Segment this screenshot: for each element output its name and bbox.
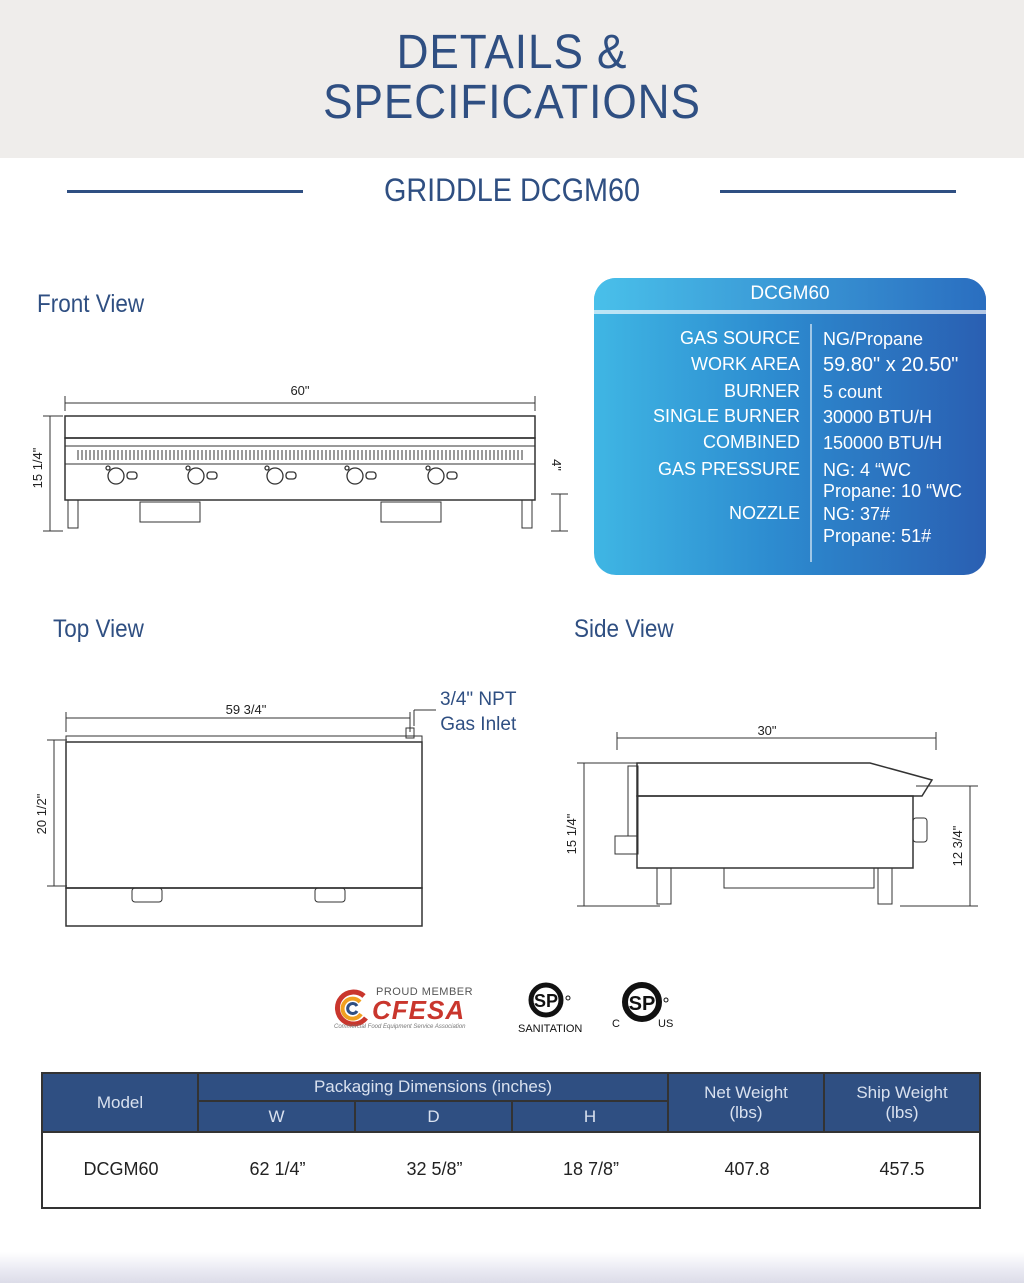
csa-sanitation-label: SANITATION	[518, 1023, 583, 1035]
gas-inlet-text: Gas Inlet	[440, 714, 517, 735]
table-header-model	[43, 1074, 199, 1131]
spec-key: GAS PRESSURE	[657, 459, 800, 479]
csa-sanitation-logo	[516, 980, 586, 1040]
table-cell-d: 32 5/8”	[406, 1159, 463, 1179]
top-depth-dim: 20 1/2"	[34, 793, 49, 835]
cfesa-name: CFESA	[372, 995, 466, 1025]
front-height-dim: 15 1/4"	[30, 447, 45, 489]
side-view-drawing	[560, 718, 990, 918]
spec-value: NG: 4 “WC	[823, 460, 911, 480]
subtitle-rule-right	[720, 190, 956, 193]
product-subtitle: GRIDDLE DCGM60	[383, 172, 641, 208]
front-view-drawing	[28, 376, 576, 546]
table-header-d	[356, 1102, 513, 1131]
spec-key: GAS SOURCE	[679, 328, 800, 348]
spec-card	[594, 278, 986, 575]
table-header-ship-weight	[825, 1074, 979, 1131]
table-cell-h: 18 7/8”	[562, 1159, 620, 1179]
spec-key: WORK AREA	[690, 354, 800, 374]
csa-c-label: C	[612, 1018, 620, 1030]
table-header-packaging-text: Packaging Dimensions (inches)	[313, 1077, 553, 1096]
gas-inlet-label	[440, 687, 516, 737]
front-view-label: Front View	[37, 290, 145, 318]
table-header-net-weight-text: Net Weight	[704, 1082, 788, 1102]
spec-key: COMBINED	[702, 432, 800, 452]
table-header-w	[199, 1102, 356, 1131]
side-body-height-dim: 12 3/4"	[950, 825, 965, 867]
csa-cus-logo	[610, 980, 680, 1035]
spec-value: 150000 BTU/H	[823, 433, 943, 453]
table-header-packaging	[199, 1074, 669, 1102]
table-cell-ship-weight: 457.5	[879, 1159, 925, 1179]
top-width-dim: 59 3/4"	[225, 702, 267, 717]
spec-value: NG: 37#	[823, 504, 891, 524]
csa-mark: SP	[533, 991, 559, 1011]
table-header-h	[513, 1102, 669, 1131]
spec-value: 5 count	[823, 382, 883, 402]
table-header-ship-weight-unit: (lbs)	[885, 1102, 919, 1122]
spec-value-secondary: Propane: 10 “WC	[823, 481, 963, 501]
cfesa-swirl-icon	[332, 988, 372, 1028]
page-title	[41, 28, 983, 128]
side-height-dim: 15 1/4"	[564, 813, 579, 855]
table-header-net-weight	[669, 1074, 825, 1131]
table-header-divider	[43, 1131, 979, 1133]
spec-card-model: DCGM60	[594, 278, 986, 310]
cfesa-logo	[332, 984, 500, 1034]
cfesa-tagline: Commercial Food Equipment Service Association	[334, 1024, 466, 1030]
table-header-w-text: W	[268, 1106, 285, 1126]
spec-key: BURNER	[723, 381, 800, 401]
spec-value-secondary: Propane: 51#	[823, 526, 932, 546]
page-title-line2: SPECIFICATIONS	[323, 76, 701, 129]
top-view-label: Top View	[53, 615, 144, 643]
front-leg-dim: 4"	[549, 459, 564, 471]
packaging-table	[41, 1072, 981, 1209]
spec-key: SINGLE BURNER	[652, 406, 800, 426]
spec-key: NOZZLE	[728, 503, 800, 523]
csa-sanitation-icon	[524, 980, 574, 1020]
spec-value: 59.80" x 20.50"	[823, 354, 959, 376]
spec-card-divider	[810, 324, 812, 562]
side-depth-dim: 30"	[757, 723, 777, 738]
table-header-model-text: Model	[96, 1092, 144, 1112]
footer-band	[0, 1252, 1024, 1283]
gas-inlet-size: 3/4" NPT	[440, 689, 517, 710]
top-view-drawing	[28, 700, 448, 932]
table-cell-model: DCGM60	[83, 1159, 159, 1179]
csa-cus-mark: SP	[628, 993, 656, 1015]
table-cell-w: 62 1/4”	[249, 1159, 306, 1179]
table-header-ship-weight-text: Ship Weight	[856, 1082, 948, 1102]
spec-value: NG/Propane	[823, 329, 924, 349]
table-header-d-text: D	[427, 1106, 440, 1126]
table-header-net-weight-unit: (lbs)	[729, 1102, 763, 1122]
cfesa-proud-member: PROUD MEMBER	[376, 986, 474, 998]
spec-value: 30000 BTU/H	[823, 407, 933, 427]
page-title-line1: DETAILS &	[396, 26, 628, 79]
table-cell-net-weight: 407.8	[724, 1159, 770, 1179]
front-width-dim: 60"	[290, 383, 310, 398]
side-view-label: Side View	[574, 615, 674, 643]
csa-us-label: US	[658, 1018, 674, 1030]
table-header-h-text: H	[583, 1106, 597, 1126]
